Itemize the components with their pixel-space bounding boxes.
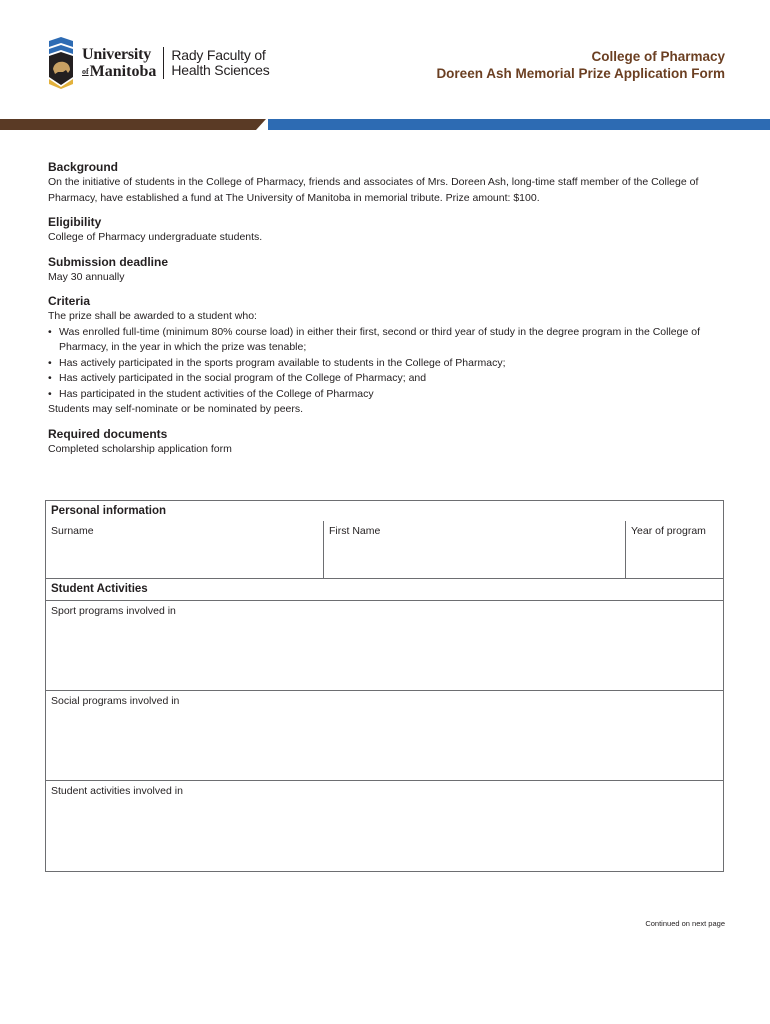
blue-banner-bar xyxy=(268,119,770,130)
background-heading: Background xyxy=(48,160,119,174)
surname-field[interactable] xyxy=(46,521,324,578)
university-wordmark xyxy=(82,47,156,80)
sport-programs-field[interactable] xyxy=(46,601,723,691)
deadline-text: May 30 annually xyxy=(48,270,125,283)
form-title xyxy=(436,48,725,82)
continued-note: Continued on next page xyxy=(645,919,725,928)
social-programs-field[interactable] xyxy=(46,691,723,781)
deadline-section xyxy=(48,255,728,286)
bison-shield-icon xyxy=(47,37,75,89)
brown-banner-bar xyxy=(0,119,266,130)
required-heading: Required documents xyxy=(48,426,168,441)
list-item: • Was enrolled full-time (minimum 80% course load) in either their first, second or third year of study in the degree program in the College of Pharmacy, in the year in which the prize was tenable; xyxy=(48,325,700,353)
deadline-heading: Submission deadline xyxy=(48,254,169,269)
year-of-program-field[interactable] xyxy=(626,521,723,578)
criteria-section xyxy=(48,294,728,418)
student-activities-field[interactable] xyxy=(46,781,723,871)
year-of-program-label: Year of program xyxy=(631,525,706,537)
list-item: • Has actively participated in the sports program available to students in the College of Pharmacy; xyxy=(48,356,506,369)
criteria-list xyxy=(48,325,728,403)
required-section xyxy=(48,427,728,458)
list-item: • Has participated in the student activities of the College of Pharmacy xyxy=(48,387,374,400)
sport-programs-label: Sport programs involved in xyxy=(51,605,176,617)
title-form-name: Doreen Ash Memorial Prize Application Form xyxy=(436,66,725,81)
personal-info-heading: Personal information xyxy=(51,505,167,517)
student-activities-label: Student activities involved in xyxy=(51,785,183,797)
application-form xyxy=(45,500,724,872)
background-section xyxy=(48,160,728,206)
wordmark-university: University xyxy=(82,45,152,63)
instructions xyxy=(48,160,728,466)
university-logo xyxy=(47,37,270,89)
criteria-intro: The prize shall be awarded to a student who: xyxy=(48,310,257,322)
eligibility-section xyxy=(48,215,728,246)
first-name-field[interactable] xyxy=(324,521,626,578)
background-text: On the initiative of students in the College of Pharmacy, friends and associates of Mrs. Doreen Ash, long-time staff member of the College of Pharmacy, have established a fund at The University of Manitoba in memorial tribute. Prize amount: $100. xyxy=(48,176,699,204)
list-item: • Has actively participated in the social program of the College of Pharmacy; and xyxy=(48,372,427,384)
social-programs-label: Social programs involved in xyxy=(51,695,180,707)
wordmark-of: of xyxy=(82,66,89,76)
surname-label: Surname xyxy=(51,525,94,537)
page-header xyxy=(0,0,770,120)
faculty-line-2: Health Sciences xyxy=(171,62,270,78)
personal-info-row xyxy=(46,521,723,579)
criteria-note: Students may self-nominate or be nominated by peers. xyxy=(48,403,304,415)
logo-divider xyxy=(163,47,164,79)
wordmark-manitoba: Manitoba xyxy=(89,62,157,80)
faculty-line-1: Rady Faculty of xyxy=(171,47,266,63)
required-text: Completed scholarship application form xyxy=(48,442,232,455)
eligibility-text: College of Pharmacy undergraduate students. xyxy=(48,231,263,243)
title-college: College of Pharmacy xyxy=(591,49,725,64)
first-name-label: First Name xyxy=(329,525,381,537)
criteria-heading: Criteria xyxy=(48,294,91,308)
eligibility-heading: Eligibility xyxy=(48,215,102,229)
faculty-name xyxy=(171,48,269,78)
student-activities-heading: Student Activities xyxy=(46,579,723,601)
